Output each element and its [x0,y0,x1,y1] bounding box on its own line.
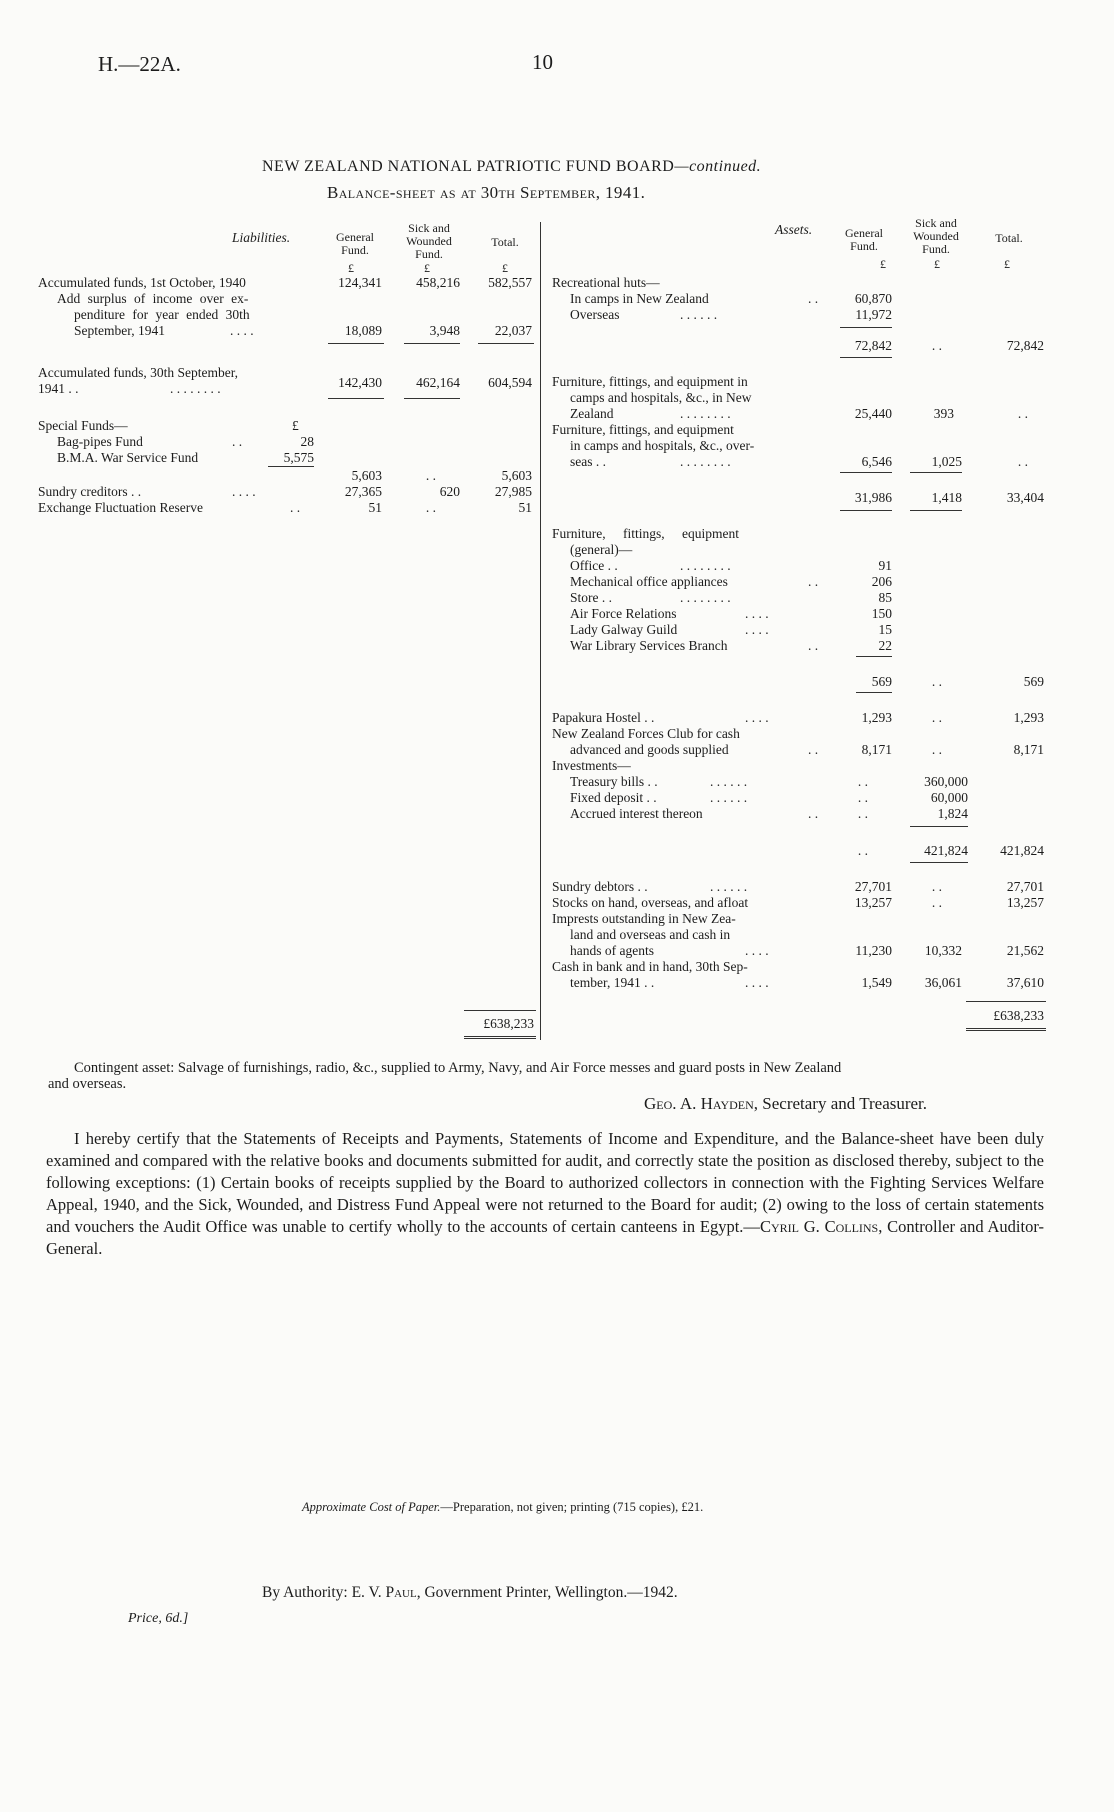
certificate-text: I hereby certify that the Statements of Receipts and Payments, Statements of Income and Expenditure, and the Balance-sheet have been duly examined and compared with the relative books and documents submitted for audit, and correctly state the position as disclosed thereby, subject to the following exceptions: (1) Certain books of receipts supplied by the Board to authorized collectors in connection with the Fighting Services Welfare Appeal, 1940, and the Sick, Wounded, and Distress Fund Appeal were not returned to the Board for audit; (2) owing to the loss of certain statements and vouchers the Audit Office was unable to certify wholly to the accounts of certain canteens in Egypt.— [46,1129,1044,1236]
mechanical-label: Mechanical office appliances [570,574,728,589]
secretary-signature [644,1094,927,1114]
assets-col-sick [900,217,972,256]
air-force-label: Air Force Relations [570,606,677,621]
double-rule [464,1036,536,1039]
accum-1941-line1: Accumulated funds, 30th September, [38,365,239,380]
nzfc-line2: advanced and goods supplied [570,742,729,757]
assets-pound-g: £ [880,257,886,271]
office-dots: . . . . . . . . [680,558,731,573]
rule [840,357,892,358]
assets-col-general-l1: General [845,226,883,240]
contingent-line1: Contingent asset: Salvage of furnishings, radio, &c., supplied to Army, Navy, and Air Force messes and guard posts in New Zealand [74,1060,842,1076]
rule [910,472,962,473]
gen-subtotal-total: 569 [1023,674,1044,689]
contingent-line2: and overseas. [48,1076,127,1092]
furn-nz-line1: Furniture, fittings, and equipment in [552,374,748,389]
nzfc-line1: New Zealand Forces Club for cash [552,726,740,741]
papakura-dots: . . . . [745,710,769,725]
cash-sick: 36,061 [924,975,962,990]
furn-nz-total: . . [1017,406,1028,421]
bagpipes-dots: . . [232,434,243,449]
gen-equipment-line1: Furniture, fittings, equipment [552,526,739,541]
huts-label: Recreational huts— [552,275,660,290]
liab-pound-g: £ [348,261,354,275]
gen-subtotal-sick: . . [931,674,942,689]
lady-galway-general: 15 [878,622,892,637]
surplus-line1: Add surplus of income over ex- [57,291,249,306]
furn-os-line1: Furniture, fittings, and equipment [552,422,734,437]
furn-os-total: . . [1017,454,1028,469]
liab-col-general [325,231,385,257]
secretary-name: Geo. A. Hayden [644,1094,754,1113]
authority-line [262,1584,678,1602]
liab-pound-s: £ [424,261,430,275]
exchange-reserve-general: 51 [368,500,382,515]
liabilities-heading: Liabilities. [232,230,291,245]
cash-line1: Cash in bank and in hand, 30th Sep- [552,959,748,974]
imprests-line1: Imprests outstanding in New Zea- [552,911,736,926]
treasury-sick: 360,000 [924,774,968,789]
nzfc-sick: . . [931,742,942,757]
double-rule [966,1028,1046,1031]
sundry-creditors-general: 27,365 [344,484,382,499]
accum-1941-dots: . . . . . . . . [170,381,221,396]
huts-overseas-general: 11,972 [855,307,892,322]
huts-overseas-label: Overseas [570,307,620,322]
page-title [262,158,761,176]
rule [910,826,968,827]
accum-1940-label: Accumulated funds, 1st October, 1940 [38,275,246,290]
liab-col-total: Total. [491,235,519,249]
air-force-dots: . . . . [745,606,769,621]
lady-galway-dots: . . . . [745,622,769,637]
assets-col-total: Total. [995,231,1023,245]
office-general: 91 [878,558,892,573]
special-sick: . . [425,468,436,483]
liab-col-general-l1: General [336,230,374,244]
imprests-total: 21,562 [1006,943,1044,958]
surplus-sick: 3,948 [429,323,460,338]
page-number: 10 [532,50,553,74]
accrued-general: . . [857,806,868,821]
furn-subtotal-total: 33,404 [1006,490,1044,505]
rule [404,398,460,399]
lady-galway-label: Lady Galway Guild [570,622,678,637]
air-force-general: 150 [871,606,892,621]
papakura-general: 1,293 [861,710,892,725]
accum-1940-sick: 458,216 [416,275,460,290]
stocks-total: 13,257 [1006,895,1044,910]
accrued-dots: . . [808,806,819,821]
rule [910,510,962,511]
stocks-general: 13,257 [854,895,892,910]
treasury-label: Treasury bills . . [570,774,658,789]
huts-nz-label: In camps in New Zealand [570,291,709,306]
center-divider [540,222,541,1040]
accrued-sick: 1,824 [937,806,968,821]
cost-detail: —Preparation, not given; printing (715 copies), £21. [440,1500,704,1514]
cash-total: 37,610 [1006,975,1044,990]
special-general: 5,603 [351,468,382,483]
imprests-general: 11,230 [855,943,892,958]
imprests-dots: . . . . [745,943,769,958]
rule [840,510,892,511]
special-total: 5,603 [501,468,532,483]
papakura-sick: . . [931,710,942,725]
rule [328,398,384,399]
rule [840,472,892,473]
liab-col-sick-l1: Sick and [408,221,450,235]
liab-pound-t: £ [502,261,508,275]
price: Price, 6d.] [128,1611,189,1626]
gen-equipment-line2: (general)— [570,542,633,557]
assets-col-sick-l3: Fund. [922,242,950,256]
huts-overseas-dots: . . . . . . [680,307,718,322]
assets-col-sick-l1: Sick and [915,216,957,230]
furn-nz-general: 25,440 [854,406,892,421]
furn-subtotal-general: 31,986 [854,490,892,505]
debtors-label: Sundry debtors . . [552,879,648,894]
bagpipes-label: Bag-pipes Fund [57,434,143,449]
treasury-general: . . [857,774,868,789]
mechanical-dots: . . [808,574,819,589]
sundry-creditors-dots: . . . . [232,484,256,499]
nzfc-dots: . . [808,742,819,757]
inv-subtotal-total: 421,824 [1000,843,1044,858]
huts-subtotal-general: 72,842 [854,338,892,353]
assets-col-general-l2: Fund. [850,239,878,253]
assets-col-general [834,227,894,253]
fixed-deposit-general: . . [857,790,868,805]
assets-grand-total: £638,233 [993,1008,1044,1023]
liabilities-grand-total: £638,233 [483,1016,534,1031]
war-library-general: 22 [878,638,892,653]
assets-heading: Assets. [775,222,813,237]
liab-col-sick-l2: Wounded [406,234,452,248]
treasury-dots: . . . . . . [710,774,748,789]
huts-subtotal-total: 72,842 [1006,338,1044,353]
rule [856,656,892,657]
authority-prefix: By Authority: E. V. [262,1584,386,1601]
stocks-label: Stocks on hand, overseas, and afloat [552,895,749,910]
war-library-dots: . . [808,638,819,653]
auditor-title: , Controller and Auditor-General. [46,1217,1044,1258]
liab-col-sick-l3: Fund. [415,247,443,261]
furn-os-line3: seas . . [570,454,606,469]
inv-subtotal-general: . . [857,843,868,858]
assets-col-sick-l2: Wounded [913,229,959,243]
bagpipes-amount: 28 [300,434,314,449]
nzfc-general: 8,171 [861,742,892,757]
surplus-line2: penditure for year ended 30th [74,307,250,322]
stocks-sick: . . [931,895,942,910]
furn-os-line2: in camps and hospitals, &c., over- [570,438,755,453]
sundry-creditors-total: 27,985 [494,484,532,499]
authority-suffix: , Government Printer, Wellington.—1942. [416,1584,678,1601]
furn-os-sick: 1,025 [931,454,962,469]
investments-label: Investments— [552,758,631,773]
rule [840,327,892,328]
imprests-line2: land and overseas and cash in [570,927,731,942]
surplus-total: 22,037 [494,323,532,338]
gen-subtotal-general: 569 [871,674,892,689]
fixed-deposit-dots: . . . . . . [710,790,748,805]
furn-subtotal-sick: 1,418 [931,490,962,505]
document-reference: H.—22A. [98,52,181,76]
furn-os-general: 6,546 [861,454,892,469]
furn-nz-line2: camps and hospitals, &c., in New [570,390,752,405]
auditor-name: Cyril G. Collins [759,1217,879,1236]
cash-general: 1,549 [861,975,892,990]
exchange-reserve-sick: . . [425,500,436,515]
papakura-total: 1,293 [1013,710,1044,725]
war-library-label: War Library Services Branch [570,638,728,653]
mechanical-general: 206 [871,574,892,589]
accum-1940-total: 582,557 [488,275,532,290]
special-pound: £ [292,418,299,433]
store-general: 85 [878,590,892,605]
papakura-label: Papakura Hostel . . [552,710,655,725]
rule [910,862,968,863]
huts-subtotal-sick: . . [931,338,942,353]
furn-os-dots: . . . . . . . . [680,454,731,469]
accum-1941-total: 604,594 [488,375,532,390]
accrued-label: Accrued interest thereon [570,806,703,821]
rule [268,466,314,467]
special-funds-label: Special Funds— [38,418,128,433]
imprests-line3: hands of agents [570,943,654,958]
rule [966,1001,1046,1002]
rule [464,1010,536,1011]
cost-of-paper [302,1500,703,1515]
rule [856,692,892,693]
audit-certificate [46,1128,1044,1260]
fixed-deposit-sick: 60,000 [930,790,968,805]
liab-col-general-l2: Fund. [341,243,369,257]
store-dots: . . . . . . . . [680,590,731,605]
debtors-total: 27,701 [1006,879,1044,894]
cash-line2: tember, 1941 . . [570,975,655,990]
title-main: NEW ZEALAND NATIONAL PATRIOTIC FUND BOARD [262,158,675,175]
accum-1940-general: 124,341 [338,275,382,290]
imprests-sick: 10,332 [924,943,962,958]
exchange-reserve-total: 51 [518,500,532,515]
secretary-title: , Secretary and Treasurer. [753,1094,928,1113]
huts-nz-general: 60,870 [854,291,892,306]
accum-1941-general: 142,430 [338,375,382,390]
accum-1941-sick: 462,164 [416,375,460,390]
debtors-dots: . . . . . . [710,879,748,894]
debtors-general: 27,701 [854,879,892,894]
furn-nz-dots: . . . . . . . . [680,406,731,421]
office-label: Office . . [570,558,618,573]
title-continued: —continued. [674,158,762,175]
surplus-line3: September, 1941 [74,323,165,338]
rule [328,343,384,344]
balance-sheet-title: Balance-sheet as at 30th September, 1941. [327,183,646,202]
surplus-general: 18,089 [344,323,382,338]
inv-subtotal-sick: 421,824 [924,843,968,858]
rule [478,343,534,344]
sundry-creditors-label: Sundry creditors . . [38,484,142,499]
rule [404,343,460,344]
huts-nz-dots: . . [808,291,819,306]
cash-dots: . . . . [745,975,769,990]
store-label: Store . . [570,590,612,605]
cost-label: Approximate Cost of Paper. [302,1500,441,1514]
printer-name: Paul [385,1584,417,1601]
furn-nz-sick: 393 [933,406,954,421]
sundry-creditors-sick: 620 [439,484,460,499]
exchange-reserve-dots: . . [290,500,301,515]
accum-1941-line2: 1941 . . [38,381,79,396]
nzfc-total: 8,171 [1013,742,1044,757]
furn-nz-line3: Zealand [570,406,614,421]
surplus-dots: . . . . [230,323,254,338]
assets-pound-t: £ [1004,257,1010,271]
bma-amount: 5,575 [283,450,314,465]
exchange-reserve-label: Exchange Fluctuation Reserve [38,500,203,515]
assets-pound-s: £ [934,257,940,271]
liab-col-sick [393,222,465,261]
fixed-deposit-label: Fixed deposit . . [570,790,657,805]
debtors-sick: . . [931,879,942,894]
bma-label: B.M.A. War Service Fund [57,450,199,465]
